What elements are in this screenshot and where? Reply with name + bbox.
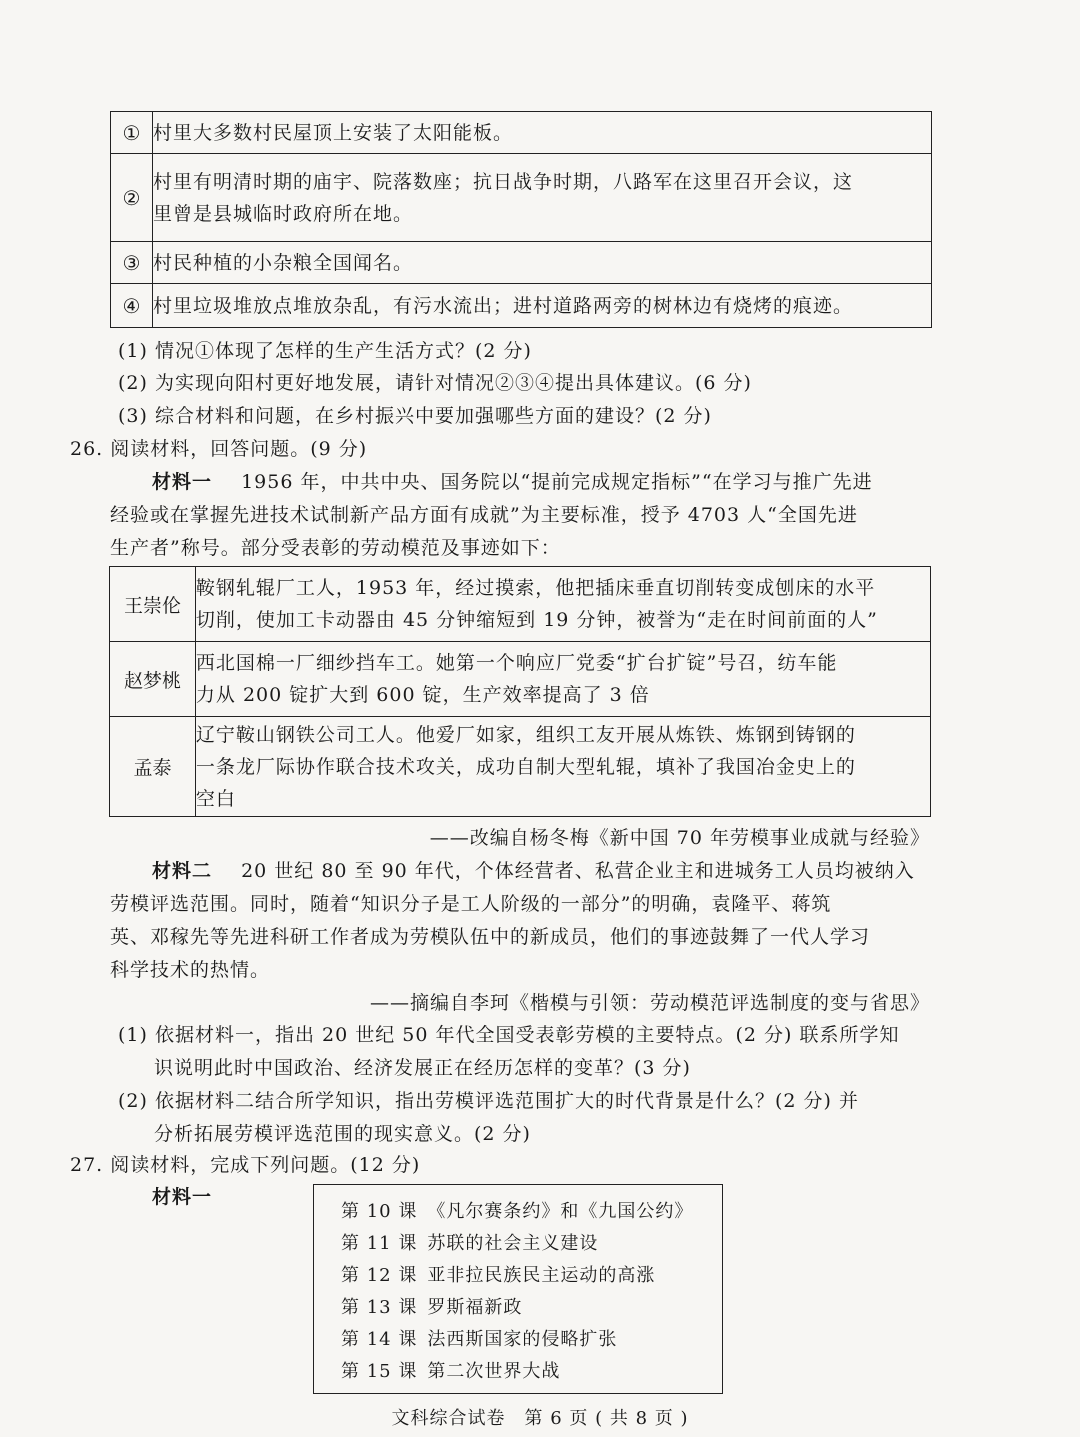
deed-line: 西北国棉一厂细纱挡车工。她第一个响应厂党委“扩台扩锭”号召，纺车能 <box>195 652 838 674</box>
row-text: 村里大多数村民屋顶上安装了太阳能板。 <box>152 112 931 154</box>
row-text <box>152 154 931 242</box>
material-text-line: 英、邓稼先等先进科研工作者成为劳模队伍中的新成员，他们的事迹鼓舞了一代人学习 <box>110 926 871 948</box>
lesson-item <box>341 1357 560 1383</box>
row-number: ④ <box>111 284 153 328</box>
material-text-line: 生产者”称号。部分受表彰的劳动模范及事迹如下： <box>110 537 561 559</box>
material-text-line: 科学技术的热情。 <box>110 959 271 981</box>
row-number: ③ <box>111 242 153 284</box>
worker-deeds <box>195 717 930 817</box>
deed-line: 辽宁鞍山钢铁公司工人。他爱厂如家，组织工友开展从炼铁、炼钢到铸钢的 <box>195 723 856 746</box>
lesson-title: 法西斯国家的侵略扩张 <box>427 1329 618 1350</box>
question-line: (1) 依据材料一，指出 20 世纪 50 年代全国受表彰劳模的主要特点。(2 分) 联系所学知 <box>118 1024 900 1046</box>
worker-name: 孟泰 <box>110 717 196 817</box>
lesson-item <box>341 1293 522 1319</box>
q25-sub2: (2) 为实现向阳村更好地发展，请针对情况②③④提出具体建议。(6 分) <box>118 372 752 394</box>
row-text: 村里垃圾堆放点堆放杂乱，有污水流出；进村道路两旁的树林边有烧烤的痕迹。 <box>152 284 931 328</box>
lesson-item <box>341 1325 617 1351</box>
q26-material1 <box>110 467 940 567</box>
deed-line: 力从 200 锭扩大到 600 锭，生产效率提高了 3 倍 <box>195 684 650 706</box>
deed-line: 鞍钢轧辊厂工人，1953 年，经过摸索，他把插床垂直切削转变成刨床的水平 <box>195 577 876 599</box>
model-workers-table <box>109 566 931 817</box>
lesson-number: 第 15 课 <box>341 1361 418 1382</box>
worker-deeds <box>195 567 930 642</box>
material-text-line: 劳模评选范围。同时，随着“知识分子是工人阶级的一部分”的明确，袁隆平、蒋筑 <box>110 893 832 915</box>
table-row <box>110 567 931 642</box>
q27-title: 27. 阅读材料，完成下列问题。(12 分) <box>70 1154 421 1176</box>
table-row <box>111 154 932 242</box>
lesson-item <box>341 1229 598 1255</box>
material-label: 材料一 <box>152 471 213 493</box>
q26-title: 26. 阅读材料，回答问题。(9 分) <box>70 438 368 460</box>
material1-source: ——改编自杨冬梅《新中国 70 年劳模事业成就与经验》 <box>429 827 930 849</box>
lesson-title: 《凡尔赛条约》和《九国公约》 <box>427 1201 694 1222</box>
table-row <box>110 717 931 817</box>
row-number: ① <box>111 112 153 154</box>
worker-name: 赵梦桃 <box>110 642 196 717</box>
deed-line: 切削，使加工卡动器由 45 分钟缩短到 19 分钟，被誉为“走在时间前面的人” <box>195 609 878 631</box>
row-number: ② <box>111 154 153 242</box>
material-text-line: 1956 年，中共中央、国务院以“提前完成规定指标”“在学习与推广先进 <box>241 471 873 493</box>
lesson-title: 第二次世界大战 <box>427 1361 561 1382</box>
q27-material1-label: 材料一 <box>152 1186 213 1208</box>
lesson-number: 第 14 课 <box>341 1329 418 1350</box>
page-footer: 文科综合试卷 第 6 页 ( 共 8 页 ) <box>391 1408 689 1429</box>
material-text-line: 经验或在掌握先进技术试制新产品方面有成就”为主要标准，授予 4703 人“全国先进 <box>110 504 858 526</box>
material-label: 材料二 <box>152 860 213 882</box>
lesson-title: 罗斯福新政 <box>427 1297 523 1318</box>
q26-sub2 <box>118 1086 948 1152</box>
lesson-list-box <box>313 1184 723 1394</box>
lesson-item <box>341 1261 655 1287</box>
lesson-number: 第 10 课 <box>341 1201 418 1222</box>
material-text-line: 20 世纪 80 至 90 年代，个体经营者、私营企业主和进城务工人员均被纳入 <box>241 860 915 882</box>
table-row <box>111 242 932 284</box>
deed-line: 一条龙厂际协作联合技术攻关，成功自制大型轧辊，填补了我国冶金史上的 <box>195 755 856 778</box>
lesson-title: 苏联的社会主义建设 <box>427 1233 599 1254</box>
question-line: 识说明此时中国政治、经济发展正在经历怎样的变革？(3 分) <box>154 1057 691 1079</box>
q25-sub3: (3) 综合材料和问题，在乡村振兴中要加强哪些方面的建设？(2 分) <box>118 405 712 427</box>
situation-table <box>110 111 932 328</box>
q26-sub1 <box>118 1020 948 1086</box>
worker-deeds <box>195 642 930 717</box>
lesson-title: 亚非拉民族民主运动的高涨 <box>427 1265 656 1286</box>
material2-source: ——摘编自李珂《楷模与引领：劳动模范评选制度的变与省思》 <box>369 992 930 1014</box>
lesson-item <box>341 1197 693 1223</box>
worker-name: 王崇伦 <box>110 567 196 642</box>
table-row <box>110 642 931 717</box>
row-text-line: 里曾是县城临时政府所在地。 <box>152 202 413 225</box>
question-line: (2) 依据材料二结合所学知识，指出劳模评选范围扩大的时代背景是什么？(2 分) 并 <box>118 1090 859 1112</box>
q25-sub1: (1) 情况①体现了怎样的生产生活方式？(2 分) <box>118 340 532 362</box>
table-row <box>111 284 932 328</box>
q26-material2 <box>110 856 940 986</box>
row-text-line: 村里有明清时期的庙宇、院落数座；抗日战争时期，八路军在这里召开会议，这 <box>152 170 853 193</box>
question-line: 分析拓展劳模评选范围的现实意义。(2 分) <box>154 1123 531 1145</box>
lesson-number: 第 11 课 <box>341 1233 418 1254</box>
table-row <box>111 112 932 154</box>
row-text: 村民种植的小杂粮全国闻名。 <box>152 242 931 284</box>
lesson-number: 第 13 课 <box>341 1297 418 1318</box>
lesson-number: 第 12 课 <box>341 1265 418 1286</box>
deed-line: 空白 <box>195 787 236 810</box>
